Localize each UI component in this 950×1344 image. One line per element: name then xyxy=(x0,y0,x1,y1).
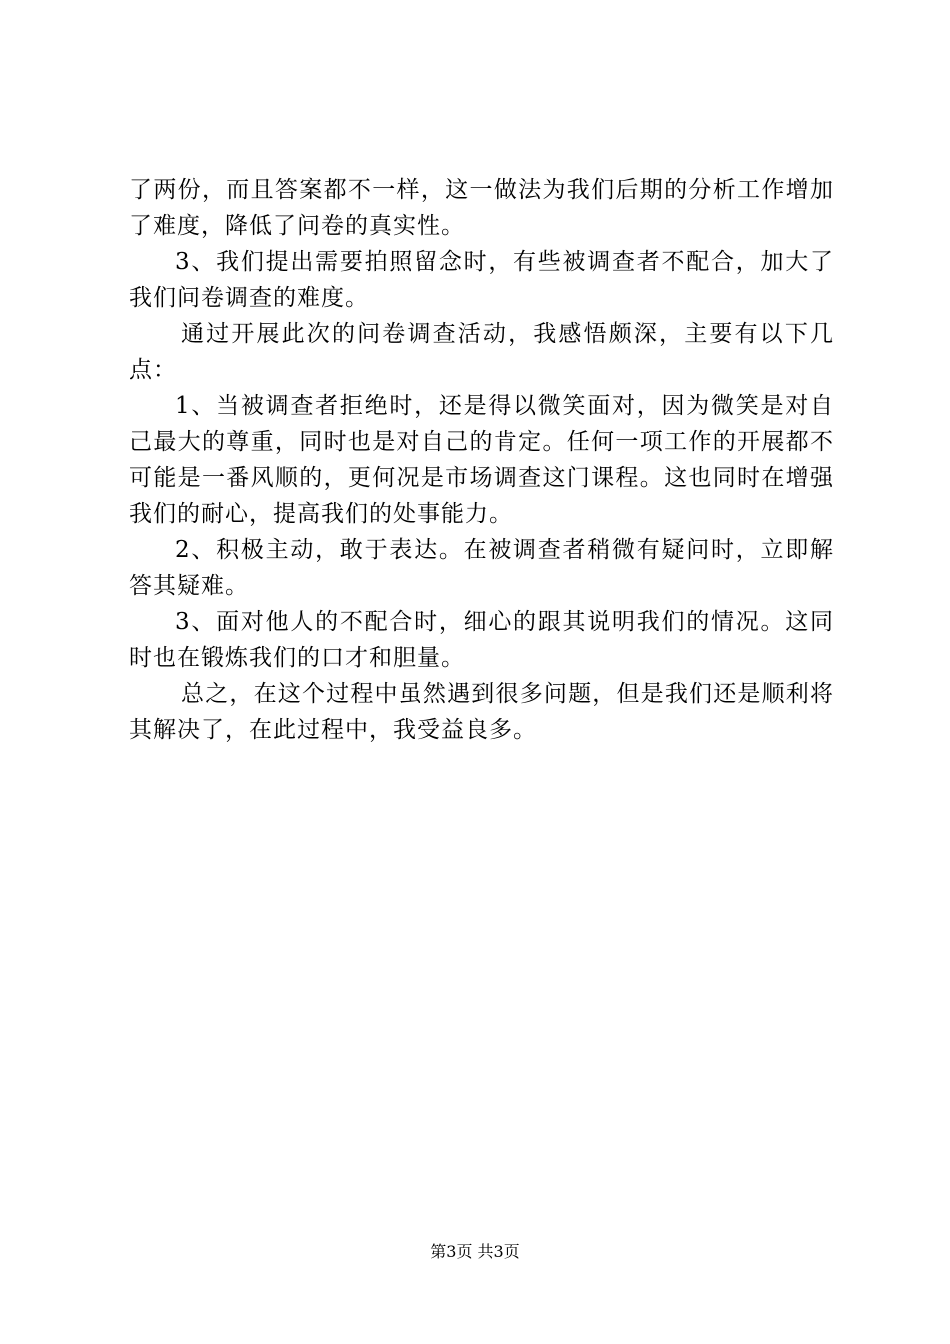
paragraph-reflection-intro: 通过开展此次的问卷调查活动，我感悟颇深，主要有以下几点： xyxy=(129,321,834,383)
page-footer: 第3页 共3页 xyxy=(430,1242,520,1261)
paragraph-point-3-photo: 3、我们提出需要拍照留念时，有些被调查者不配合，加大了我们问卷调查的难度。 xyxy=(129,249,834,311)
paragraph-lesson-1: 1、当被调查者拒绝时，还是得以微笑面对，因为微笑是对自己最大的尊重，同时也是对自己的肯定。任何一项工作的开展都不可能是一番风顺的，更何况是市场调查这门课程。这也同时在增强我们的耐心，提高我们的处事能力。 xyxy=(129,393,834,527)
paragraph-conclusion: 总之，在这个过程中虽然遇到很多问题，但是我们还是顺利将其解决了，在此过程中，我受益良多。 xyxy=(129,681,834,743)
paragraph-continuation: 了两份，而且答案都不一样，这一做法为我们后期的分析工作增加了难度，降低了问卷的真实性。 xyxy=(129,177,834,239)
paragraph-lesson-3: 3、面对他人的不配合时，细心的跟其说明我们的情况。这同时也在锻炼我们的口才和胆量。 xyxy=(129,609,834,671)
paragraph-lesson-2: 2、积极主动，敢于表达。在被调查者稍微有疑问时，立即解答其疑难。 xyxy=(129,537,834,599)
document-body xyxy=(129,172,834,748)
